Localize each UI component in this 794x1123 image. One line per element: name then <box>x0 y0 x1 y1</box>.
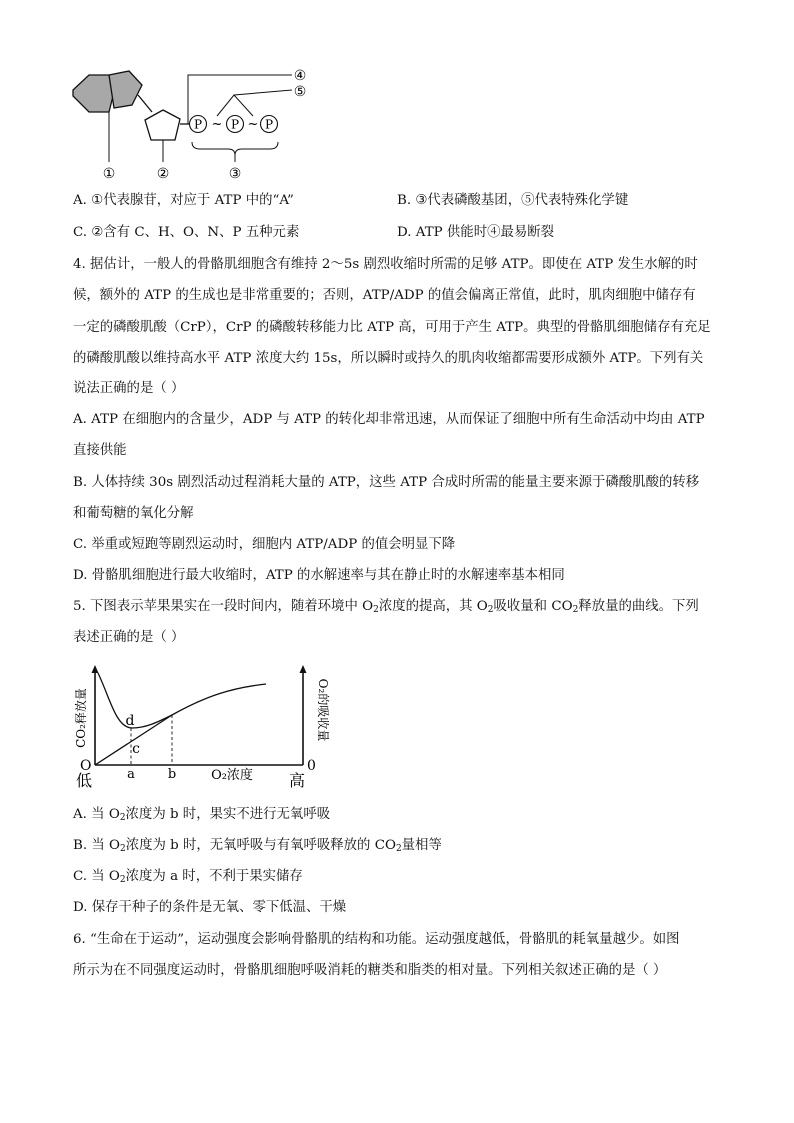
phosphate-2 <box>227 116 244 133</box>
phosphate-1 <box>190 116 207 133</box>
q5-option-a[interactable]: A. 当 $O_2$浓度为 b 时，果实不进行无氧呼吸 <box>73 807 331 823</box>
q5-option-c[interactable]: C. 当 $O_2$浓度为 a 时，不利于果实储存 <box>73 869 303 885</box>
q4-option-b-cont: 和葡萄糖的氧化分解 <box>73 506 194 521</box>
o2-uptake-curve <box>95 684 266 765</box>
q5-chart <box>66 660 336 796</box>
q4-stem-line: 4. 据估计，一般人的骨骼肌细胞含有维持 2～5s 剧烈收缩时所需的足够 ATP。即使在 ATP 发生水解的时 <box>73 257 698 272</box>
origin-left-label: O <box>80 758 92 774</box>
purine-hexagon <box>73 75 114 112</box>
q4-option-c[interactable]: C. 举重或短跑等剧烈运动时，细胞内 ATP/ADP 的值会明显下降 <box>73 537 456 552</box>
q4-option-a[interactable]: A. ATP 在细胞内的含量少，ADP 与 ATP 的转化却非常迅速，从而保证了细胞中所有生命活动中均由 ATP <box>73 412 705 427</box>
y-axis-left-title: CO₂释放量 <box>74 688 88 748</box>
q6-stem-line: 所示为在不同强度运动时，骨骼肌细胞呼吸消耗的糖类和脂类的相对量。下列相关叙述正确的是（ ） <box>73 963 667 978</box>
q4-option-a-cont: 直接供能 <box>73 443 127 458</box>
label-3: ③ <box>228 166 242 182</box>
ribose-pentagon <box>145 110 180 140</box>
label-5: ⑤ <box>293 84 307 100</box>
tilde-2: ~ <box>247 117 259 132</box>
x-high-label: 高 <box>288 771 306 790</box>
q4-stem-line: 候，额外的 ATP 的生成也是非常重要的；否则，ATP/ADP 的值会偏离正常值，此时，肌肉细胞中储存有 <box>73 288 696 303</box>
x-low-label: 低 <box>75 771 93 790</box>
x-tick-a: a <box>127 767 135 782</box>
q5-stem-line: 表述正确的是（ ） <box>73 630 185 645</box>
q4-option-b[interactable]: B. 人体持续 30s 剧烈活动过程消耗大量的 ATP，这些 ATP 合成时所需的能量主要来源于磷酸肌酸的转移 <box>73 475 700 490</box>
svg-text:P: P <box>230 117 240 132</box>
tilde-1: ~ <box>211 117 223 132</box>
q3-option-d[interactable]: D. ATP 供能时④最易断裂 <box>397 225 555 240</box>
q4-stem-line: 说法正确的是（ ） <box>73 381 185 396</box>
q3-option-b[interactable]: B. ③代表磷酸基团，⑤代表特殊化学键 <box>397 193 629 208</box>
label-2: ② <box>156 166 170 182</box>
y-axis-right-title: O₂的吸收量 <box>316 678 330 742</box>
x-tick-b: b <box>167 767 177 782</box>
point-d: d <box>125 713 135 729</box>
q5-option-d[interactable]: D. 保存干种子的条件是无氧、零下低温、干燥 <box>73 900 347 915</box>
label-1: ① <box>102 166 116 182</box>
phosphate-3 <box>261 116 278 133</box>
x-axis-title: O₂浓度 <box>211 768 253 783</box>
purine-pentagon <box>109 71 142 108</box>
co2-release-curve <box>98 673 172 728</box>
svg-text:P: P <box>264 117 274 132</box>
svg-text:P: P <box>193 117 203 132</box>
point-c: c <box>132 741 140 757</box>
label-4: ④ <box>293 68 307 84</box>
q5-stem-line: 5. 下图表示苹果果实在一段时间内，随着环境中 $O_2$浓度的提高，其 $O_2$吸收量和 $CO_2$释放量的曲线。下列 <box>73 599 699 615</box>
q4-option-d[interactable]: D. 骨骼肌细胞进行最大收缩时，ATP 的水解速率与其在静止时的水解速率基本相同 <box>73 568 565 583</box>
q6-stem-line: 6. “生命在于运动”，运动强度会影响骨骼肌的结构和功能。运动强度越低，骨骼肌的耗氧量越少。如图 <box>73 932 680 947</box>
q4-stem-line: 的磷酸肌酸以维持高水平 ATP 浓度大约 15s，所以瞬时或持久的肌肉收缩都需要形成额外 ATP。下列有关 <box>73 351 704 366</box>
atp-structure-figure <box>60 62 330 184</box>
q5-option-b[interactable]: B. 当 $O_2$浓度为 b 时，无氧呼吸与有氧呼吸释放的 $CO_2$量相等 <box>73 838 442 854</box>
q3-option-a[interactable]: A. ①代表腺苷，对应于 ATP 中的“A” <box>73 193 294 208</box>
origin-right-label: 0 <box>307 758 316 774</box>
q4-stem-line: 一定的磷酸肌酸（CrP），CrP 的磷酸转移能力比 ATP 高，可用于产生 ATP。典型的骨骼肌细胞储存有充足 <box>73 320 711 335</box>
q3-option-c[interactable]: C. ②含有 C、H、O、N、P 五种元素 <box>73 225 300 240</box>
